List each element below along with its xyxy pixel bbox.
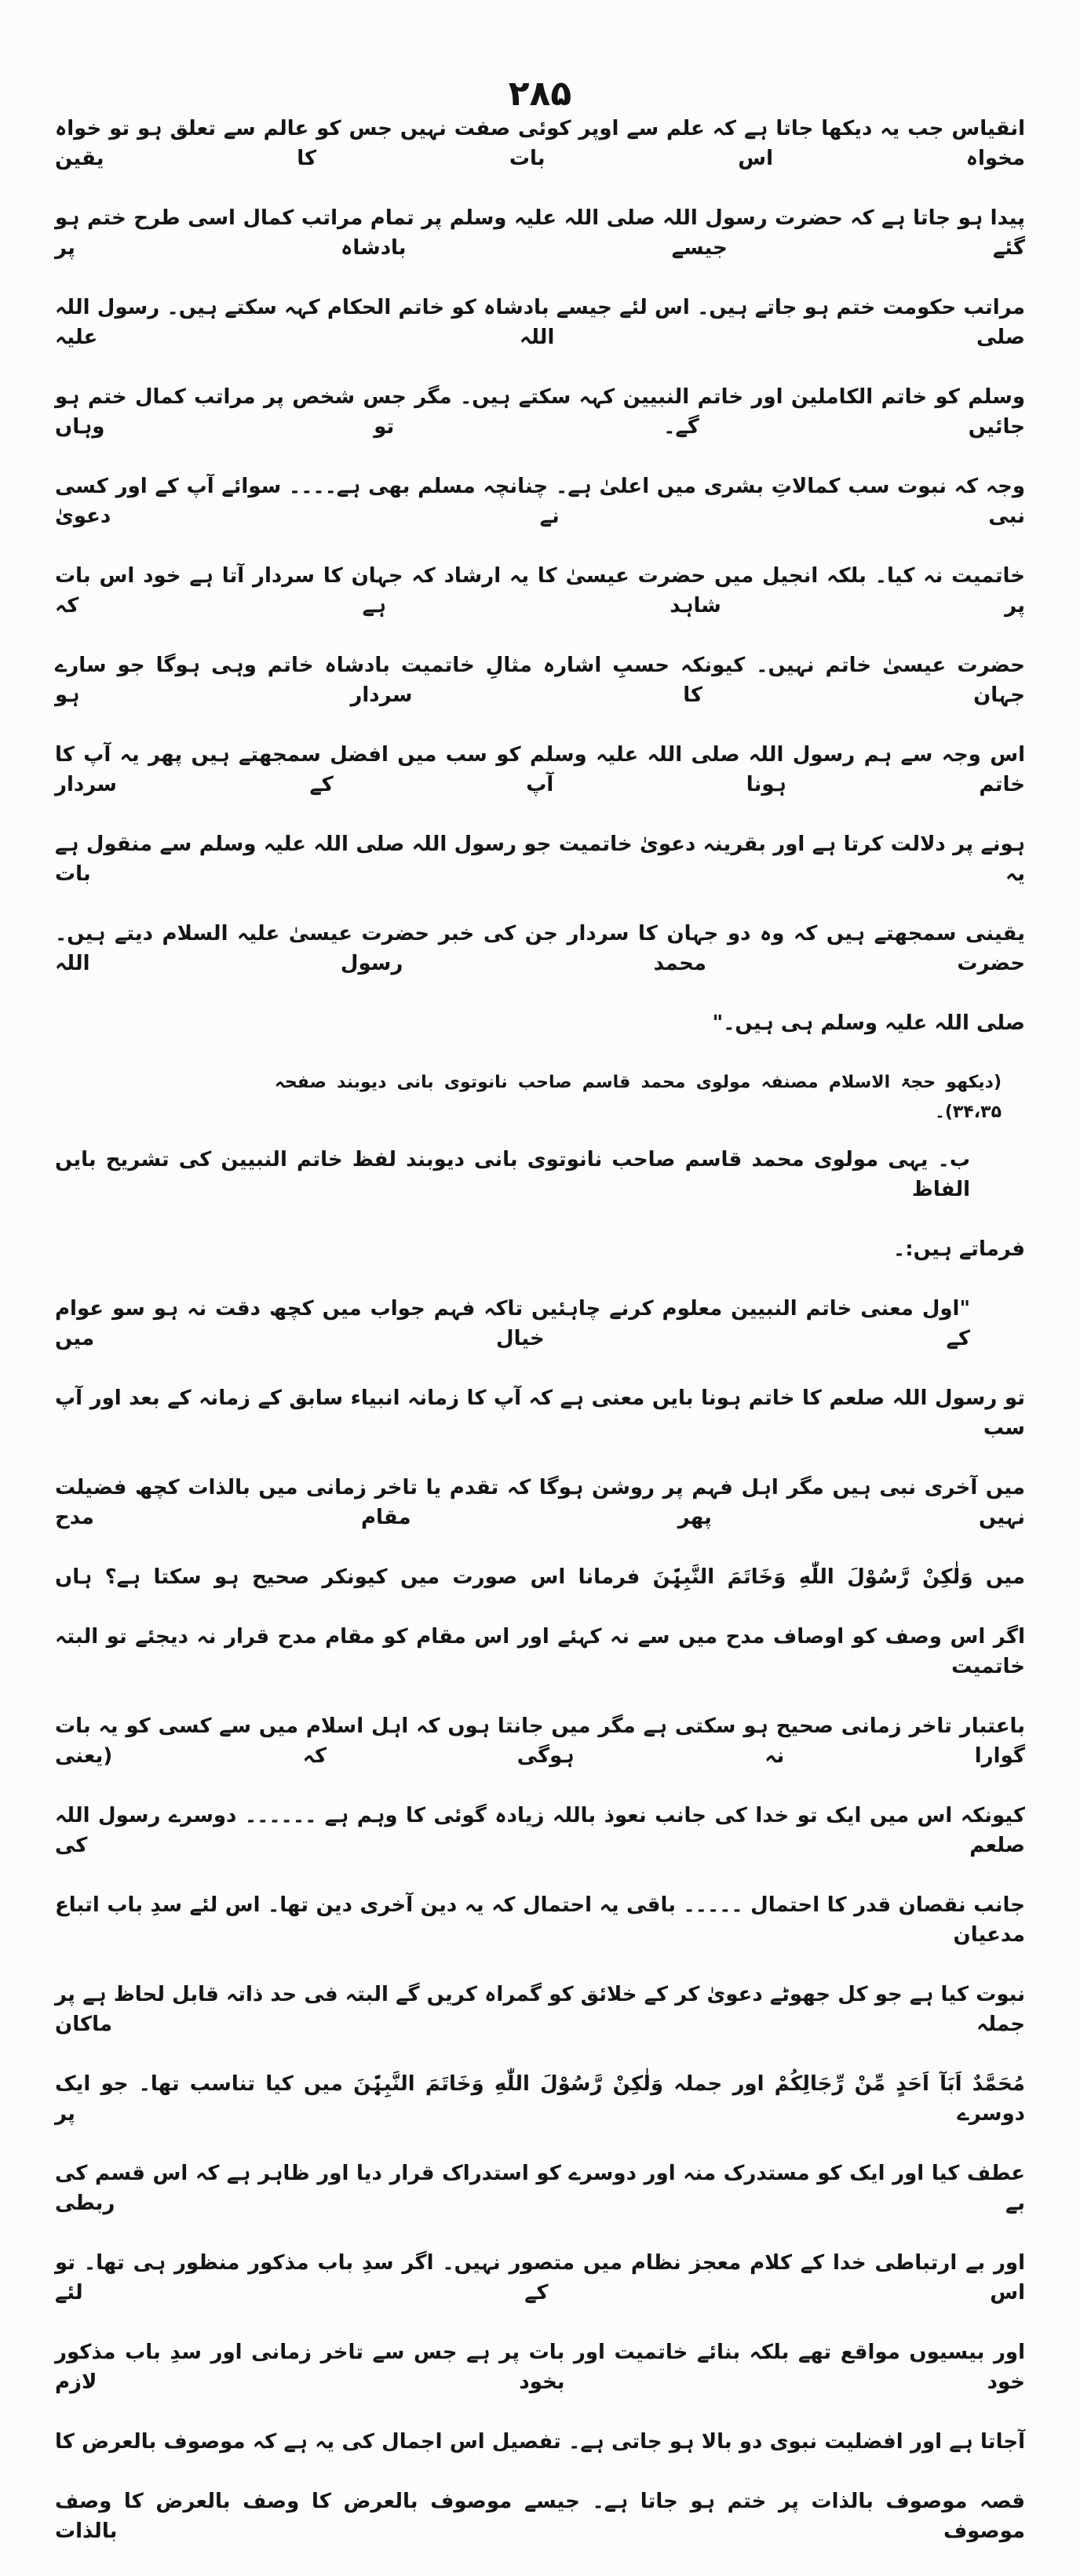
- text-line: ب۔ یہی مولوی محمد قاسم صاحب نانوتوی بانی دیوبند لفظ خاتم النبیین کی تشریح بایں الفاظ: [55, 1148, 970, 1201]
- text-line: حضرت عیسیٰ خاتم نہیں۔ کیونکہ حسبِ اشارہ مثالِ خاتمیت بادشاہ خاتم وہی ہوگا جو سارے جہان کا سردار ہو: [55, 654, 1025, 707]
- citation: (دیکھو حجۃ الاسلام مصنفہ مولوی محمد قاسم صاحب نانوتوی بانی دیوبند صفحہ ۳۴،۳۵)۔: [275, 1073, 1002, 1122]
- text-line: وجہ کہ نبوت سب کمالاتِ بشری میں اعلیٰ ہے۔ چنانچہ مسلم بھی ہے۔۔۔۔ سوائے آپ کے اور کسی نبی نے دعویٰ: [55, 475, 1025, 528]
- text-line: انقیاس جب یہ دیکھا جاتا ہے کہ علم سے اوپر کوئی صفت نہیں جس کو عالم سے تعلق ہو تو خواہ مخواہ اس بات کا یقین: [55, 117, 1025, 170]
- text-line: اس وجہ سے ہم رسول اللہ صلی اللہ علیہ وسلم کو سب میں افضل سمجھتے ہیں پھر یہ آپ کا خاتم ہونا آپ کے سردار: [55, 743, 1025, 796]
- page-body: [55, 114, 1025, 2546]
- quote-line: عطف کیا اور ایک کو مستدرک منہ اور دوسرے کو استدراک قرار دیا اور ظاہر ہے کہ اس قسم کی بے ربطی: [55, 2162, 1025, 2215]
- text-line: خاتمیت نہ کیا۔ بلکہ انجیل میں حضرت عیسیٰ کا یہ ارشاد کہ جہان کا سردار آتا ہے خود اس بات پر شاہد ہے کہ: [55, 564, 1025, 618]
- text-line: وسلم کو خاتم الکاملین اور خاتم النبیین کہہ سکتے ہیں۔ مگر جس شخص پر مراتب کمال ختم ہو جائیں گے۔ تو وہاں: [55, 385, 1025, 439]
- quote-line: آجاتا ہے اور افضلیت نبوی دو بالا ہو جاتی ہے۔ تفصیل اس اجمال کی یہ ہے کہ موصوف بالعرض کا: [55, 2430, 1025, 2454]
- quote-line: اور بے ارتباطی خدا کے کلام معجز نظام میں متصور نہیں۔ اگر سدِ باب مذکور منظور ہی تھا۔ تو اس کے لئے: [55, 2251, 1025, 2305]
- quote-line: باعتبار تاخر زمانی صحیح ہو سکتی ہے مگر میں جانتا ہوں کہ اہل اسلام میں سے کسی کو یہ بات گوارا نہ ہوگی کہ (یعنی: [55, 1714, 1025, 1768]
- quote-line: مُحَمَّدٌ اَبَآ اَحَدٍ مِّنْ رِّجَالِكُمْ اور جملہ وَلٰكِنْ رَّسُوْلَ اللّٰهِ وَخَاتَمَ النَّبِيّٖنَ میں کیا تناسب تھا۔ جو ایک دوسرے پر: [55, 2072, 1025, 2126]
- quote-line: کیونکہ اس میں ایک تو خدا کی جانب نعوذ باللہ زیادہ گوئی کا وہم ہے ۔۔۔۔۔۔ دوسرے رسول اللہ صلعم کی: [55, 1804, 1025, 1857]
- quote-line: اور بیسیوں مواقع تھے بلکہ بنائے خاتمیت اور بات پر ہے جس سے تاخر زمانی اور سدِ باب مذکور خود بخود لازم: [55, 2341, 1025, 2394]
- text-line: فرماتے ہیں:۔: [893, 1237, 1025, 1261]
- quote-line: میں آخری نبی ہیں مگر اہل فہم پر روشن ہوگا کہ تقدم یا تاخر زمانی میں بالذات کچھ فضیلت نہیں پھر مقام مدح: [55, 1476, 1025, 1529]
- quote-line: نبوت کیا ہے جو کل جھوٹے دعویٰ کر کے خلائق کو گمراہ کریں گے البتہ فی حد ذاتہ قابل لحاظ ہے پر جملہ ماکان: [55, 1983, 1025, 2036]
- quote-line: اگر اس وصف کو اوصاف مدح میں سے نہ کہئے اور اس مقام کو مقام مدح قرار نہ دیجئے تو البتہ خاتمیت: [55, 1625, 1025, 1678]
- quote-line: میں وَلٰكِنْ رَّسُوْلَ اللّٰهِ وَخَاتَمَ النَّبِيّٖنَ فرمانا اس صورت میں کیونکر صحیح ہو سکتا ہے؟ ہاں: [55, 1565, 1025, 1589]
- quote-line: قصہ موصوف بالذات پر ختم ہو جاتا ہے۔ جیسے موصوف بالعرض کا وصف بالعرض کا وصف موصوف بالذات: [55, 2490, 1025, 2543]
- text-line: پیدا ہو جاتا ہے کہ حضرت رسول اللہ صلی اللہ علیہ وسلم پر تمام مراتب کمال اسی طرح ختم ہو گئے جیسے بادشاہ پر: [55, 206, 1025, 260]
- text-line: یقینی سمجھتے ہیں کہ وہ دو جہان کا سردار جن کی خبر حضرت عیسیٰ علیہ السلام دیتے ہیں۔ حضرت محمد رسول اللہ: [55, 922, 1025, 975]
- text-line: مراتب حکومت ختم ہو جاتے ہیں۔ اس لئے جیسے بادشاہ کو خاتم الحکام کہہ سکتے ہیں۔ رسول اللہ صلی اللہ علیہ: [55, 296, 1025, 349]
- text-line: صلی اللہ علیہ وسلم ہی ہیں۔": [712, 1011, 1025, 1035]
- page-number: ۲۸۵: [508, 74, 572, 114]
- quote-line: "اول معنی خاتم النبیین معلوم کرنے چاہئیں تاکہ فہم جواب میں کچھ دقت نہ ہو سو عوام کے خیال میں: [55, 1297, 970, 1350]
- text-line: ہونے پر دلالت کرتا ہے اور بقرینہ دعویٰ خاتمیت جو رسول اللہ صلی اللہ علیہ وسلم سے منقول ہے یہ بات: [55, 833, 1025, 886]
- quote-line: تو رسول اللہ صلعم کا خاتم ہونا بایں معنی ہے کہ آپ کا زمانہ انبیاء سابق کے زمانہ کے بعد اور آپ سب: [55, 1386, 1025, 1440]
- quote-line: جانب نقصان قدر کا احتمال ۔۔۔۔۔ باقی یہ احتمال کہ یہ دین آخری دین تھا۔ اس لئے سدِ باب اتباع مدعیان: [55, 1893, 1025, 1947]
